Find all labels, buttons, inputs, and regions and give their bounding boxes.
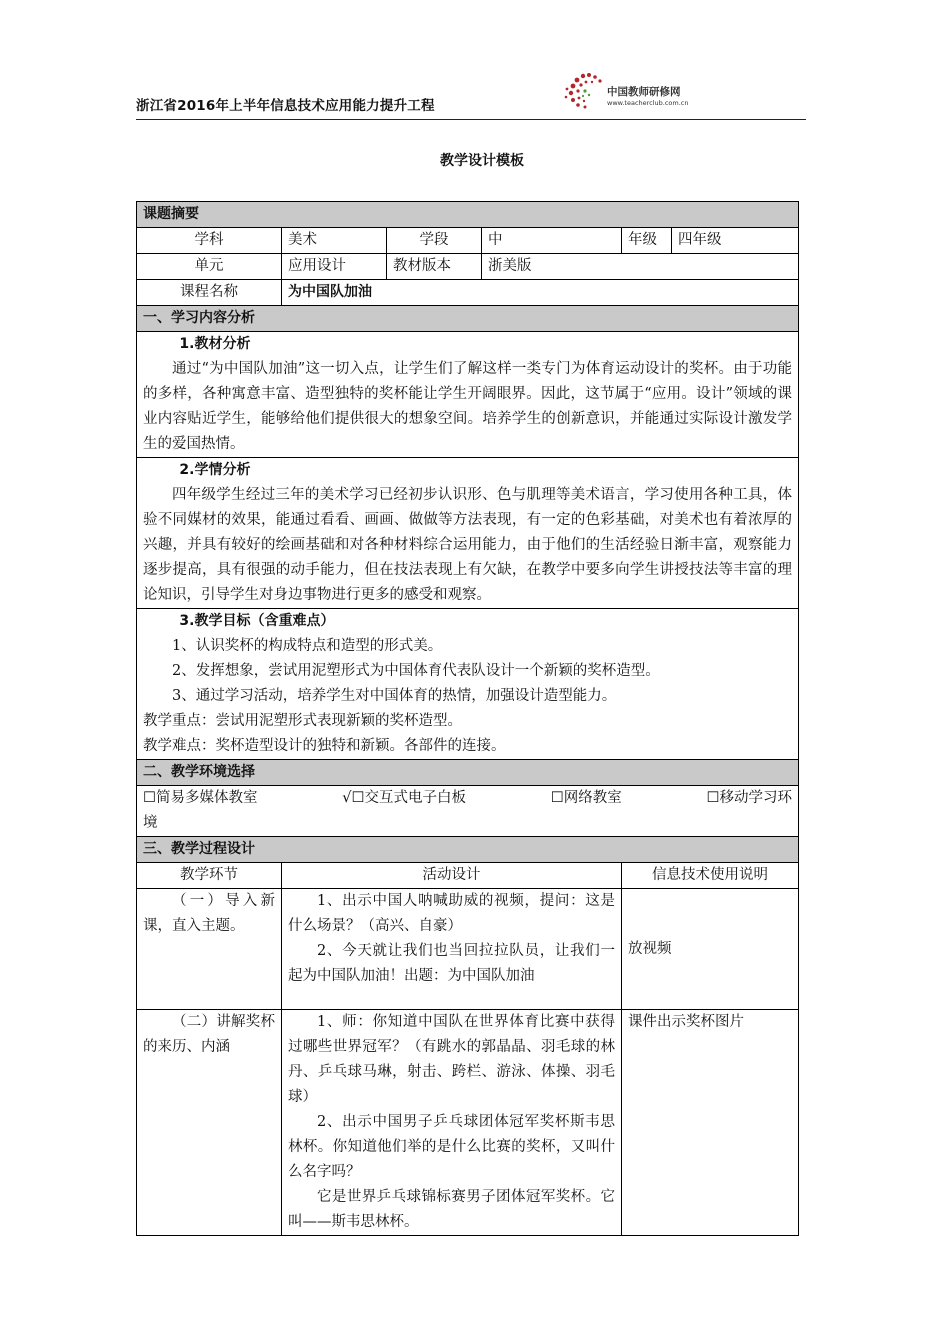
summary-heading: 课题摘要 bbox=[137, 202, 799, 228]
student-analysis-text: 四年级学生经过三年的美术学习已经初步认识形、色与肌理等美术语言，学习使用各种工具，体验不同媒材的效果，能通过看看、画画、做做等方法表现，有一定的色彩基础，对美术也有着浓厚的兴趣，并具有较好的绘画基础和对各种材料综合运用能力，由于他们的生活经验日渐丰富，观察能力逐步提高，具有很强的动手能力，但在技法表现上有欠缺，在教学中要多向学生讲授技法等丰富的理论知识，引导学生对身边事物进行更多的感受和观察。 bbox=[143, 487, 792, 603]
summary-row-3 bbox=[137, 280, 799, 306]
edition-value: 浙美版 bbox=[482, 254, 799, 280]
textbook-analysis-heading: 1.教材分析 bbox=[179, 336, 251, 352]
student-analysis-row bbox=[137, 458, 799, 609]
section2-heading: 二、教学环境选择 bbox=[137, 760, 799, 786]
textbook-analysis-row bbox=[137, 332, 799, 458]
activity-item: 1、师：你知道中国队在世界体育比赛中获得过哪些世界冠军？（有跳水的郭晶晶、羽毛球的林丹、乒乓球马琳，射击、跨栏、游泳、体操、羽毛球） bbox=[288, 1014, 615, 1105]
lesson-plan-table bbox=[136, 201, 799, 1236]
logo-chinese-text: 中国教师研修网 bbox=[607, 86, 681, 98]
activity-item: 1、出示中国人呐喊助威的视频，提问：这是什么场景？（高兴、自豪） bbox=[288, 893, 615, 934]
goals-row bbox=[137, 609, 799, 760]
process-activity bbox=[282, 1010, 622, 1236]
env-option-whiteboard[interactable]: √☐交互式电子白板 bbox=[342, 790, 466, 806]
process-tech: 课件出示奖杯图片 bbox=[622, 1010, 799, 1236]
textbook-analysis-cell bbox=[137, 332, 799, 458]
process-header-row bbox=[137, 863, 799, 889]
env-option-mobile-wrap: 境 bbox=[143, 815, 158, 831]
student-analysis-cell bbox=[137, 458, 799, 609]
process-row bbox=[137, 889, 799, 1010]
section2-heading-row bbox=[137, 760, 799, 786]
col-activity-header: 活动设计 bbox=[282, 863, 622, 889]
col-tech-header: 信息技术使用说明 bbox=[622, 863, 799, 889]
goals-cell bbox=[137, 609, 799, 760]
course-label: 课程名称 bbox=[137, 280, 282, 306]
logo-url-text: www.teacherclub.com.cn bbox=[607, 99, 689, 107]
grade-label: 年级 bbox=[622, 228, 672, 254]
env-option-network[interactable]: ☐网络教室 bbox=[550, 790, 622, 806]
summary-row-1 bbox=[137, 228, 799, 254]
goal-item: 3、通过学习活动，培养学生对中国体育的热情，加强设计造型能力。 bbox=[172, 688, 617, 704]
difficulty-point: 教学难点：奖杯造型设计的独特和新颖。各部件的连接。 bbox=[143, 738, 506, 754]
col-stage-header: 教学环节 bbox=[137, 863, 282, 889]
key-point: 教学重点：尝试用泥塑形式表现新颖的奖杯造型。 bbox=[143, 713, 462, 729]
summary-row-2 bbox=[137, 254, 799, 280]
course-value: 为中国队加油 bbox=[282, 280, 799, 306]
unit-value: 应用设计 bbox=[282, 254, 387, 280]
process-stage: （二）讲解奖杯的来历、内涵 bbox=[137, 1010, 282, 1236]
section3-heading-row bbox=[137, 837, 799, 863]
edition-label: 教材版本 bbox=[387, 254, 482, 280]
goals-heading: 3.教学目标（含重难点） bbox=[179, 613, 335, 629]
section1-heading-row bbox=[137, 306, 799, 332]
activity-item: 2、出示中国男子乒乓球团体冠军奖杯斯韦思林杯。你知道他们举的是什么比赛的奖杯，又叫什么名字吗？ bbox=[288, 1114, 615, 1180]
document-title: 教学设计模板 bbox=[440, 153, 524, 169]
process-tech: 放视频 bbox=[622, 889, 799, 1010]
unit-label: 单元 bbox=[137, 254, 282, 280]
student-analysis-heading: 2.学情分析 bbox=[179, 462, 251, 478]
stage-label: 学段 bbox=[387, 228, 482, 254]
section3-heading: 三、教学过程设计 bbox=[137, 837, 799, 863]
header-title: 浙江省2016年上半年信息技术应用能力提升工程 bbox=[136, 98, 435, 114]
process-activity bbox=[282, 889, 622, 1010]
process-row bbox=[137, 1010, 799, 1236]
teacherclub-logo bbox=[561, 68, 721, 112]
textbook-analysis-text: 通过“为中国队加油”这一切入点，让学生们了解这样一类专门为体育运动设计的奖杯。由于功能的多样，各种寓意丰富、造型独特的奖杯能让学生开阔眼界。因此，这节属于“应用。设计”领域的课业内容贴近学生，能够给他们提供很大的想象空间。培养学生的创新意识，并能通过实际设计激发学生的爱国热情。 bbox=[143, 361, 792, 452]
page-header bbox=[136, 62, 806, 120]
env-option-multimedia[interactable]: ☐简易多媒体教室 bbox=[143, 790, 258, 806]
summary-heading-row bbox=[137, 202, 799, 228]
goal-item: 1、认识奖杯的构成特点和造型的形式美。 bbox=[172, 638, 443, 654]
environment-row bbox=[137, 786, 799, 837]
header-rule bbox=[136, 119, 806, 120]
stage-value: 中 bbox=[482, 228, 622, 254]
subject-label: 学科 bbox=[137, 228, 282, 254]
process-stage: （一）导入新课，直入主题。 bbox=[137, 889, 282, 1010]
env-option-mobile[interactable]: ☐移动学习环 bbox=[706, 790, 792, 806]
activity-item: 它是世界乒乓球锦标赛男子团体冠军奖杯。它叫——斯韦思林杯。 bbox=[288, 1189, 615, 1230]
goal-item: 2、发挥想象，尝试用泥塑形式为中国体育代表队设计一个新颖的奖杯造型。 bbox=[172, 663, 660, 679]
section1-heading: 一、学习内容分析 bbox=[137, 306, 799, 332]
activity-item: 2、今天就让我们也当回拉拉队员，让我们一起为中国队加油！出题：为中国队加油 bbox=[288, 943, 615, 984]
subject-value: 美术 bbox=[282, 228, 387, 254]
grade-value: 四年级 bbox=[672, 228, 799, 254]
environment-cell bbox=[137, 786, 799, 837]
